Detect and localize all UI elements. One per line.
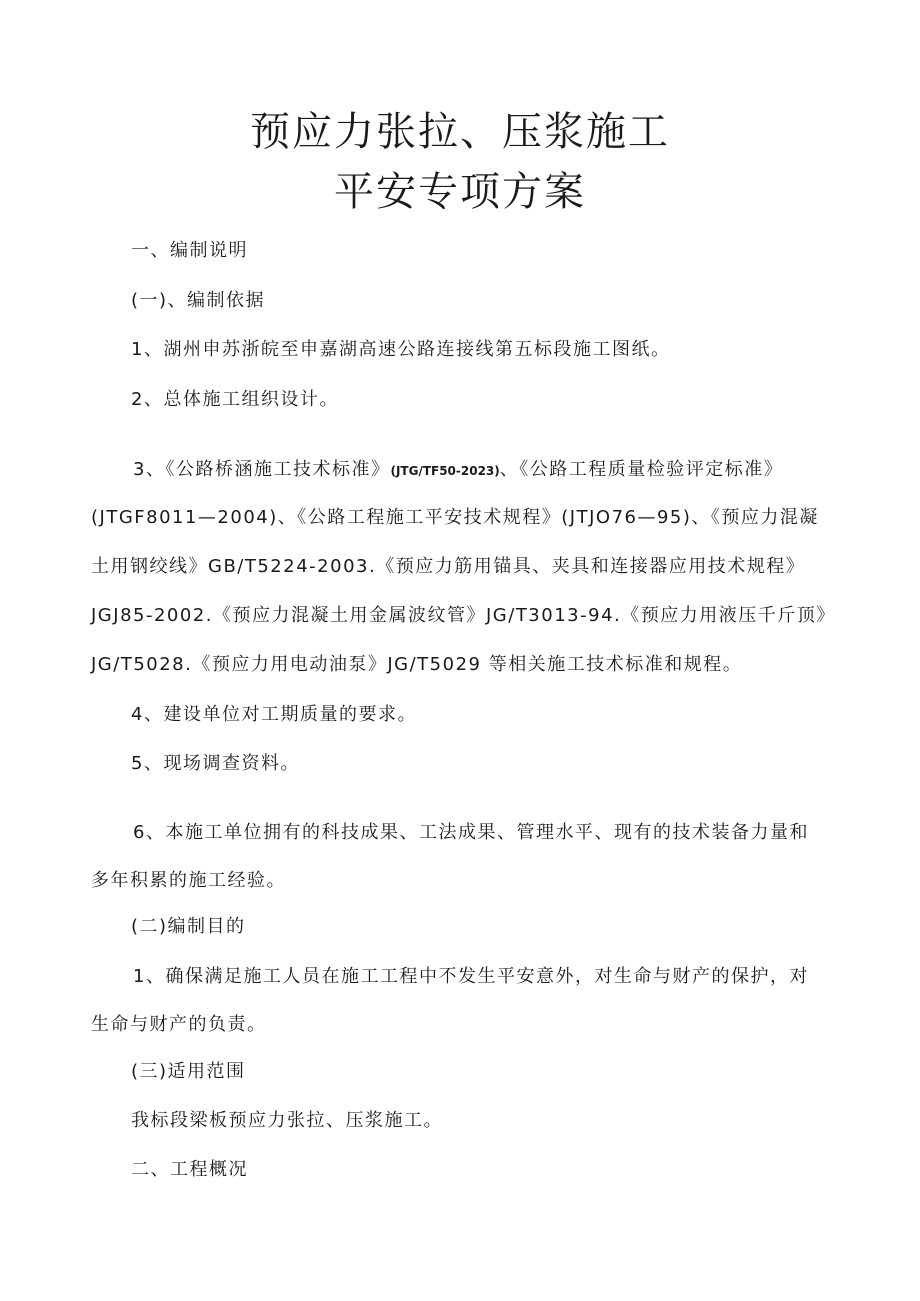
document-title-line-2: 平安专项方案 (334, 169, 586, 215)
basis-item-4: 4、建设单位对工期质量的要求。 (131, 704, 417, 725)
basis-item-3-standard-2: 、《公路工程质量检验评定标准》 (499, 459, 784, 480)
basis-item-3-line-5: JG/T5028.《预应力用电动油泵》JG/T5029 等相关施工技术标准和规程。 (91, 654, 743, 675)
document-title-line-1: 预应力张拉、压浆施工 (250, 109, 670, 155)
basis-item-3-standard-1: 3、《公路桥涵施工技术标准》 (133, 459, 391, 480)
section-2-heading: 二、工程概况 (131, 1159, 248, 1180)
basis-item-5: 5、现场调查资料。 (131, 753, 300, 774)
basis-item-6-line-1: 6、本施工单位拥有的科技成果、工法成果、管理水平、现有的技术装备力量和 (133, 822, 809, 843)
purpose-item-1-line-2: 生命与财产的负责。 (91, 1014, 267, 1035)
subsection-1-1-heading: (一)、编制依据 (131, 290, 266, 311)
basis-item-3-line-4: JGJ85-2002.《预应力混凝土用金属波纹管》JG/T3013-94.《预应力用液压千斤顶》 (91, 605, 836, 626)
basis-item-3-line-1 (133, 455, 783, 481)
subsection-1-2-heading: (二)编制目的 (131, 916, 246, 937)
basis-item-3-standard-1-code: (JTG/TF50-2023) (390, 464, 500, 478)
scope-text: 我标段梁板预应力张拉、压浆施工。 (131, 1110, 443, 1131)
basis-item-1: 1、湖州申苏浙皖至申嘉湖高速公路连接线第五标段施工图纸。 (131, 339, 671, 360)
basis-item-3-line-3: 土用钢绞线》GB/T5224-2003.《预应力筋用锚具、夹具和连接器应用技术规程》 (91, 556, 806, 577)
basis-item-3-line-2: (JTGF8011—2004)、《公路工程施工平安技术规程》(JTJO76—95)、《预应力混凝 (91, 507, 819, 528)
basis-item-2: 2、总体施工组织设计。 (131, 389, 339, 410)
purpose-item-1-line-1: 1、确保满足施工人员在施工工程中不发生平安意外，对生命与财产的保护，对 (133, 966, 809, 987)
basis-item-6-line-2: 多年积累的施工经验。 (91, 870, 286, 891)
subsection-1-3-heading: (三)适用范围 (131, 1061, 246, 1082)
section-1-heading: 一、编制说明 (131, 240, 248, 261)
